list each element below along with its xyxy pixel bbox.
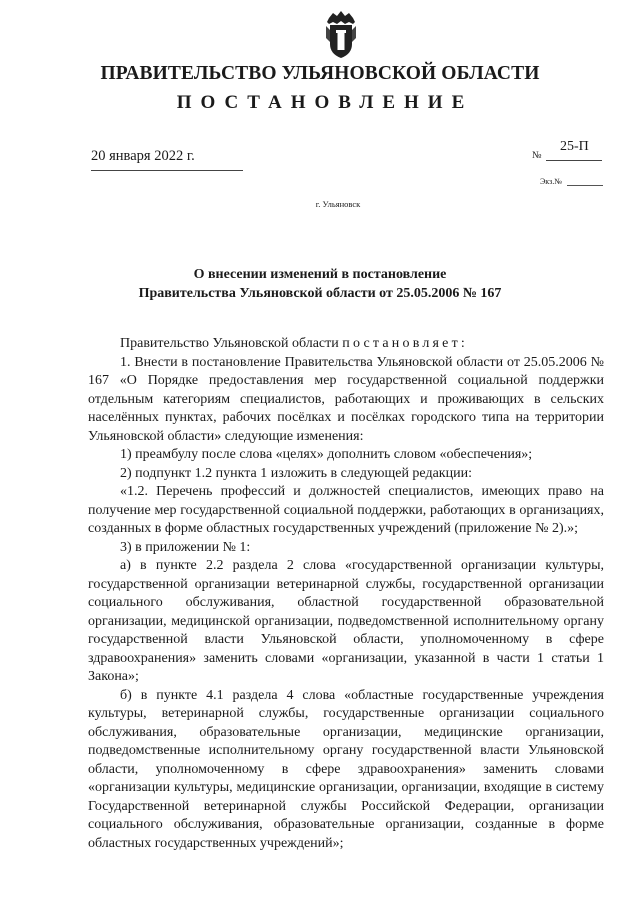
- date-underline: [91, 170, 243, 171]
- intro-suffix: :: [460, 336, 465, 351]
- intro-spaced-word: постановляет: [342, 336, 461, 351]
- copy-number-underline: [567, 185, 603, 186]
- document-title: [0, 265, 640, 303]
- number-underline: [546, 160, 602, 161]
- paragraph-2: 1) преамбулу после слова «целях» дополнить словом «обеспечения»;: [120, 447, 533, 462]
- coat-of-arms-icon: [324, 10, 358, 60]
- title-line-1: О внесении изменений в постановление: [193, 267, 447, 282]
- paragraph-7: б) в пункте 4.1 раздела 4 слова «областные государственные учреждения культуры, ветеринарной службы, государственные организации социального обслуживания, образовательные организации, медицинские организации, подведомственные исполнительному органу государственной власти Ульяновской области, уполномоченному в сфере здравоохранения» заменить словами «организации культуры, медицинские организации, организации, входящие в систему Государственной ветеринарной службы Российской Федерации, организации социального обслуживания, образовательные организации, созданные в форме областных государственных учреждений»;: [88, 687, 604, 851]
- intro-paragraph: [88, 335, 604, 354]
- paragraph-4: «1.2. Перечень профессий и должностей специалистов, имеющих право на получение мер государственной социальной поддержки, работающих в организациях, созданных в форме областных государственных учреждений (приложение № 2).»;: [88, 484, 604, 536]
- paragraph-5: 3) в приложении № 1:: [120, 539, 251, 555]
- document-date: 20 января 2022 г.: [91, 148, 195, 164]
- government-name: ПРАВИТЕЛЬСТВО УЛЬЯНОВСКОЙ ОБЛАСТИ: [100, 63, 540, 84]
- copy-number-label: Экз.№: [540, 177, 562, 186]
- paragraph-1: 1. Внести в постановление Правительства Ульяновской области от 25.05.2006 № 167 «О Порядке предоставления мер государственной социальной поддержки отдельным категориям специалистов, работающих и проживающих в сельских населённых пунктах, рабочих посёлках и посёлках городского типа на территории Ульяновской области» следующие изменения:: [88, 354, 604, 444]
- title-line-2: Правительства Ульяновской области от 25.05.2006 № 167: [138, 286, 502, 301]
- document-body: [88, 335, 604, 853]
- intro-prefix: Правительство Ульяновской области: [120, 336, 343, 351]
- document-number: 25-П: [560, 139, 589, 154]
- paragraph-3: 2) подпункт 1.2 пункта 1 изложить в следующей редакции:: [120, 465, 472, 481]
- city-name: г. Ульяновск: [315, 199, 361, 209]
- document-type: ПОСТАНОВЛЕНИЕ: [176, 92, 474, 113]
- number-label: №: [532, 150, 542, 161]
- paragraph-6: а) в пункте 2.2 раздела 2 слова «государственной организации культуры, государственной организации ветеринарной службы, государственной организации социального обслуживания, областной государственной образовательной организации, медицинской организации, подведомственной исполнительному органу государственной власти Ульяновской области, уполномоченному в сфере здравоохранения» заменить словами «организации, указанной в части 1 статьи 1 Закона»;: [88, 558, 604, 684]
